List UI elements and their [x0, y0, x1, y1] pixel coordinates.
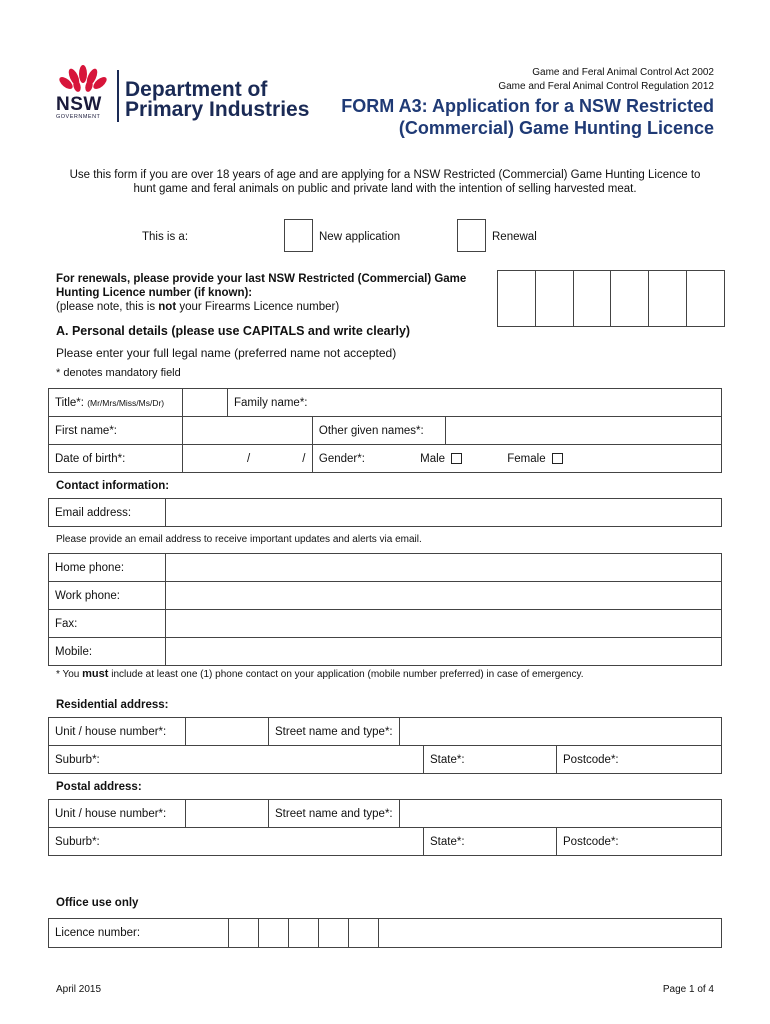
email-label: Email address:	[49, 499, 166, 527]
post-unit-label: Unit / house number*:	[49, 800, 186, 828]
previous-licence-number-boxes	[497, 270, 725, 327]
phone-note	[56, 668, 584, 680]
res-suburb-label: Suburb*:	[55, 753, 100, 766]
personal-details-table	[48, 388, 722, 473]
email-note: Please provide an email address to receive important updates and alerts via email.	[56, 534, 422, 545]
res-postcode-field[interactable]	[557, 746, 722, 774]
post-suburb-field[interactable]	[49, 828, 424, 856]
mandatory-note: * denotes mandatory field	[56, 367, 181, 379]
post-unit-input[interactable]	[186, 800, 269, 828]
intro-line1: Use this form if you are over 18 years of age and are applying for a NSW Restricted (Commercial) Game Hunting Licence to	[69, 169, 701, 181]
res-street-input[interactable]	[400, 718, 722, 746]
title-label-text: Title*:	[55, 396, 84, 409]
post-suburb-label: Suburb*:	[55, 835, 100, 848]
title-input[interactable]	[183, 389, 228, 417]
act-reference: Game and Feral Animal Control Act 2002	[532, 67, 714, 78]
first-name-input[interactable]	[183, 417, 313, 445]
footer-date: April 2015	[56, 984, 102, 995]
application-type-label: This is a:	[142, 231, 189, 243]
renewal-line1: For renewals, please provide your last NSW Restricted (Commercial) Game	[56, 273, 467, 285]
work-phone-label: Work phone:	[49, 582, 166, 610]
fax-input[interactable]	[166, 610, 722, 638]
section-a-heading: A. Personal details (please use CAPITALS and write clearly)	[56, 324, 411, 338]
email-input[interactable]	[166, 499, 722, 527]
renewal-instructions	[56, 272, 466, 314]
legal-name-instruction: Please enter your full legal name (preferred name not accepted)	[56, 346, 397, 360]
title-label	[49, 389, 183, 417]
female-label: Female	[507, 452, 546, 465]
gender-field	[312, 445, 721, 473]
male-checkbox[interactable]	[451, 453, 462, 464]
logo-divider	[117, 70, 119, 122]
licence-digit-box[interactable]	[649, 271, 687, 326]
department-line2: Primary Industries	[125, 98, 310, 121]
gender-label: Gender*:	[318, 452, 365, 465]
licence-digit-box[interactable]	[536, 271, 574, 326]
intro-line2: hunt game and feral animals on public and private land with the intention of selling harvested meat.	[133, 183, 637, 195]
home-phone-label: Home phone:	[49, 554, 166, 582]
mobile-label: Mobile:	[49, 638, 166, 666]
office-licence-box[interactable]	[229, 919, 259, 948]
dob-input[interactable]	[183, 445, 313, 473]
mobile-input[interactable]	[166, 638, 722, 666]
fax-label: Fax:	[49, 610, 166, 638]
renewal-line3-post: your Firearms Licence number)	[176, 301, 340, 313]
nsw-logo-text: NSW	[56, 94, 102, 115]
female-checkbox[interactable]	[552, 453, 563, 464]
office-licence-remaining[interactable]	[379, 919, 722, 948]
family-name-field[interactable]	[228, 389, 722, 417]
work-phone-input[interactable]	[166, 582, 722, 610]
phone-note-pre: * You	[56, 669, 83, 680]
home-phone-input[interactable]	[166, 554, 722, 582]
dob-separator-2: /	[302, 452, 306, 465]
office-licence-box[interactable]	[289, 919, 319, 948]
licence-digit-box[interactable]	[611, 271, 649, 326]
post-street-input[interactable]	[400, 800, 722, 828]
postal-table	[48, 799, 722, 856]
post-state-field[interactable]	[424, 828, 557, 856]
office-licence-box[interactable]	[319, 919, 349, 948]
postal-heading: Postal address:	[56, 781, 142, 793]
intro-text	[60, 168, 710, 196]
post-postcode-field[interactable]	[557, 828, 722, 856]
contact-heading: Contact information:	[56, 480, 170, 492]
other-names-label: Other given names*:	[312, 417, 445, 445]
new-application-label: New application	[319, 231, 401, 243]
post-street-label: Street name and type*:	[269, 800, 400, 828]
post-postcode-label: Postcode*:	[563, 835, 619, 848]
first-name-label: First name*:	[49, 417, 183, 445]
residential-table	[48, 717, 722, 774]
renewal-label: Renewal	[492, 231, 537, 243]
post-state-label: State*:	[430, 835, 465, 848]
res-suburb-field[interactable]	[49, 746, 424, 774]
res-unit-input[interactable]	[186, 718, 269, 746]
res-street-label: Street name and type*:	[269, 718, 400, 746]
renewal-line3-pre: (please note, this is	[56, 301, 159, 313]
regulation-reference: Game and Feral Animal Control Regulation 2012	[498, 81, 714, 92]
licence-number-label: Licence number:	[49, 919, 229, 948]
dob-separator-1: /	[247, 452, 251, 465]
dob-label: Date of birth*:	[49, 445, 183, 473]
res-state-field[interactable]	[424, 746, 557, 774]
res-state-label: State*:	[430, 753, 465, 766]
phone-note-bold: must	[82, 668, 109, 680]
phone-note-post: include at least one (1) phone contact on your application (mobile number preferred) in case of emergency.	[108, 669, 584, 680]
department-line1: Department of	[125, 78, 268, 101]
res-unit-label: Unit / house number*:	[49, 718, 186, 746]
form-title-line1: FORM A3: Application for a NSW Restricted	[341, 96, 714, 116]
other-names-input[interactable]	[445, 417, 721, 445]
residential-heading: Residential address:	[56, 699, 169, 711]
male-label: Male	[420, 452, 446, 465]
email-table	[48, 498, 722, 527]
renewal-line3	[56, 300, 466, 314]
department-name	[125, 80, 309, 120]
office-use-table	[48, 918, 722, 948]
renewal-line3-bold: not	[158, 301, 177, 313]
family-name-label: Family name*:	[234, 396, 308, 409]
title-hint: (Mr/Mrs/Miss/Ms/Dr)	[87, 397, 165, 408]
footer-page: Page 1 of 4	[662, 984, 714, 995]
form-title	[341, 95, 714, 139]
phone-table	[48, 553, 722, 666]
licence-digit-box[interactable]	[498, 271, 536, 326]
renewal-checkbox[interactable]	[457, 219, 486, 252]
form-title-line2: (Commercial) Game Hunting Licence	[398, 118, 714, 138]
office-licence-box[interactable]	[259, 919, 289, 948]
new-application-checkbox[interactable]	[284, 219, 313, 252]
res-postcode-label: Postcode*:	[563, 753, 619, 766]
licence-digit-box[interactable]	[687, 271, 724, 326]
office-licence-box[interactable]	[349, 919, 379, 948]
office-use-heading: Office use only	[56, 897, 139, 909]
nsw-government-text: GOVERNMENT	[56, 114, 101, 120]
licence-digit-box[interactable]	[574, 271, 612, 326]
renewal-line2: Hunting Licence number (if known):	[56, 287, 253, 299]
